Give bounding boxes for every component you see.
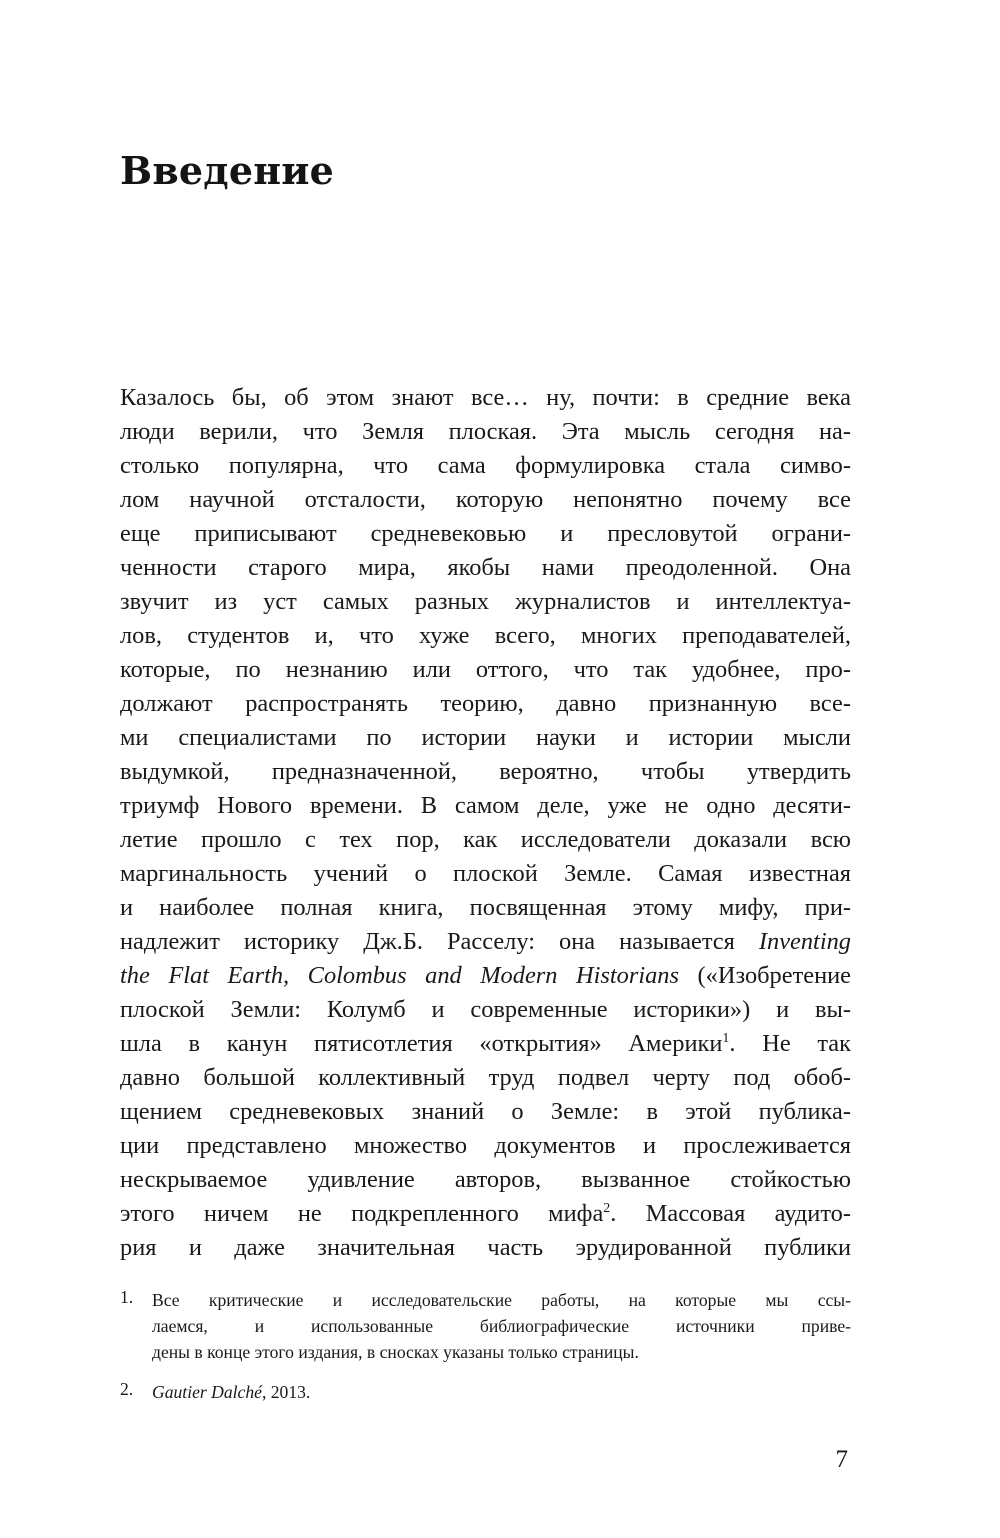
text-line: летие прошло с тех пор, как исследователи доказали всю bbox=[120, 826, 851, 853]
text-line: ченности старого мира, якобы нами преодоленной. Она bbox=[120, 554, 851, 581]
text-segment: этого ничем не подкрепленного мифа bbox=[120, 1200, 604, 1227]
text-segment: . Массовая аудито- bbox=[610, 1200, 851, 1227]
text-line: ции представлено множество документов и прослеживается bbox=[120, 1132, 851, 1159]
text-line: давно большой коллективный труд подвел черту под обоб- bbox=[120, 1064, 851, 1091]
footnotes bbox=[120, 1287, 851, 1419]
footnote-line: дены в конце этого издания, в сносках указаны только страницы. bbox=[152, 1342, 639, 1362]
footnote-line bbox=[152, 1379, 851, 1405]
footnote-number: 1. bbox=[120, 1287, 134, 1307]
footnote-line: лаемся, и использованные библиографические источники приве- bbox=[152, 1316, 851, 1336]
footnote-2 bbox=[120, 1379, 851, 1405]
page-number: 7 bbox=[835, 1446, 848, 1473]
text-line: ми специалистами по истории науки и истории мысли bbox=[120, 724, 851, 751]
text-segment: шла в канун пятисотлетия «открытия» Америки bbox=[120, 1030, 723, 1057]
footnote-ref[interactable]: 2 bbox=[603, 1201, 611, 1216]
text-line: должают распространять теорию, давно признанную все- bbox=[120, 690, 851, 717]
book-title-italic: the Flat Earth, Colombus and Modern Historians bbox=[120, 962, 679, 989]
text-line: нескрываемое удивление авторов, вызванное стойкостью bbox=[120, 1166, 851, 1193]
text-line bbox=[120, 925, 851, 959]
text-line bbox=[120, 1197, 851, 1231]
text-segment: . Не так bbox=[729, 1030, 851, 1057]
text-line: триумф Нового времени. В самом деле, уже не одно десяти- bbox=[120, 792, 851, 819]
text-line: выдумкой, предназначенной, вероятно, чтобы утвердить bbox=[120, 758, 851, 785]
text-line: звучит из уст самых разных журналистов и интеллектуа- bbox=[120, 588, 851, 615]
text-line: плоской Земли: Колумб и современные историки») и вы- bbox=[120, 996, 851, 1023]
text-line: лов, студентов и, что хуже всего, многих преподавателей, bbox=[120, 622, 851, 649]
text-line: маргинальность учений о плоской Земле. Самая известная bbox=[120, 860, 851, 887]
footnote-1 bbox=[120, 1287, 851, 1365]
text-line: люди верили, что Земля плоская. Эта мысль сегодня на- bbox=[120, 418, 851, 445]
text-line: которые, по незнанию или оттого, что так удобнее, про- bbox=[120, 656, 851, 683]
footnote-line: Все критические и исследовательские работы, на которые мы ссы- bbox=[152, 1290, 851, 1310]
body-text bbox=[120, 381, 851, 1265]
text-line: еще приписывают средневековью и пресловутой ограни- bbox=[120, 520, 851, 547]
text-line: лом научной отсталости, которую непонятно почему все bbox=[120, 486, 851, 513]
footnote-ref[interactable]: 1 bbox=[722, 1031, 730, 1046]
footnote-number: 2. bbox=[120, 1379, 134, 1399]
text-line: Казалось бы, об этом знают все… ну, почти: в средние века bbox=[120, 384, 851, 411]
text-segment: («Изобретение bbox=[697, 962, 851, 989]
text-line: рия и даже значительная часть эрудированной публики bbox=[120, 1234, 851, 1261]
footnote-author: Gautier Dalché bbox=[152, 1382, 262, 1402]
text-line bbox=[120, 959, 851, 993]
footnote-year: , 2013. bbox=[261, 1382, 311, 1402]
text-line: столько популярна, что сама формулировка стала симво- bbox=[120, 452, 851, 479]
text-line: щением средневековых знаний о Земле: в этой публика- bbox=[120, 1098, 851, 1125]
text-line: и наиболее полная книга, посвященная этому мифу, при- bbox=[120, 894, 851, 921]
book-title-italic: Inventing bbox=[758, 928, 851, 955]
text-line bbox=[120, 1027, 851, 1061]
chapter-title: Введение bbox=[120, 148, 334, 193]
text-segment: надлежит историку Дж.Б. Расселу: она называется bbox=[120, 928, 735, 955]
